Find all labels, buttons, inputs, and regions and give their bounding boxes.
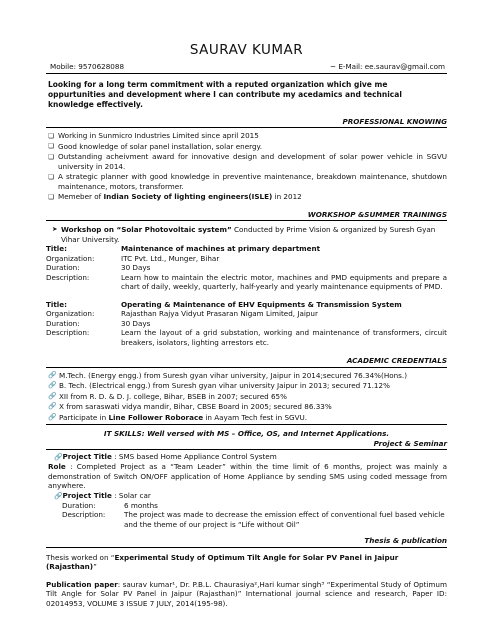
professional-heading: PROFESSIONAL KNOWING <box>46 117 447 129</box>
career-objective: Looking for a long term commitment with a reputed organization which give me oppurtunities and development where I can contribute my acedamics and technical knowledge effectively. <box>48 79 402 109</box>
list-item: 🔗 B. Tech. (Electrical engg.) from Suresh gyan vihar university Jaipur in 2013; secured 71.12% <box>48 381 390 391</box>
workshop-heading: WORKSHOP &SUMMER TRAININGS <box>46 210 447 222</box>
publication-paper: Publication paper: saurav kumar¹, Dr. P.B.L. Chaurasiya²,Hari kumar singh³ “Experimental Study of Optimum Tilt Angle for Solar PV Panel in Jaipur (Rajasthan)” International journal science and research, Paper ID: 02014953, VOLUME 3 ISSUE 7 JULY, 2014(195-98). <box>46 579 447 608</box>
training-title: Operating & Maintenance of EHV Equipments & Transmission System <box>121 299 402 309</box>
academic-list <box>46 371 447 423</box>
project-role: Role : Completed Project as a “Team Leader” within the time limit of 6 months, project was mainly a demonstration of Switch ON/OFF application of Home Appliance by sending SMS using coded message from anywhere. <box>48 462 447 491</box>
list-item: ❏ Memeber of Indian Society of lighting engineers(ISLE) in 2012 <box>48 192 302 202</box>
training-title: Maintenance of machines at primary department <box>121 244 321 254</box>
list-item: 🔗 M.Tech. (Energy engg.) from Suresh gyan vihar university, Jaipur in 2014;secured 76.34%(Hons.) <box>48 370 408 380</box>
project-section: 🔗Project Title : SMS based Home Appliance Control System Role : Completed Project as a “Team Leader” within the time limit of 6 months, project was mainly a demonstration of Switch ON/OFF application of Home Appliance by sending SMS using coded message from anywhere. 🔗Project Title : Solar car Duration: 6 months Description: The project was made to decrease the emission effect of conventional fuel based vehicle and the theme of our project is “Life without Oil” <box>48 452 447 529</box>
thesis-heading: Thesis & publication <box>46 536 447 548</box>
list-item: ❏ A strategic planner with good knowledge in preventive maintenance, breakdown maintenance, shutdown maintenance, motors, transformer. <box>48 172 447 191</box>
contact-line <box>46 62 447 74</box>
link-bullet-icon: 🔗 <box>48 402 57 411</box>
link-bullet-icon: 🔗 <box>48 412 57 421</box>
link-bullet-icon: 🔗 <box>54 491 63 500</box>
divider <box>46 424 447 425</box>
thesis-worked: Thesis worked on “Experimental Study of Optimum Tilt Angle for Solar PV Panel in Jaipur (Rajasthan)” <box>46 552 399 572</box>
list-item: ❏ Good knowledge of solar panel installation, solar energy. <box>48 141 263 151</box>
project-heading: Project & Seminar <box>46 439 447 451</box>
list-item: ❏ Outstanding acheivment award for innovative design and development of solar power vehicle in SGVU university in 2014. <box>48 152 447 171</box>
checkbox-bullet-icon: ❏ <box>48 192 54 201</box>
it-skills: IT SKILLS: Well versed with MS – Office, OS, and Internet Applications. <box>103 429 390 439</box>
checkbox-bullet-icon: ❏ <box>48 142 54 151</box>
list-item: ❏ Working in Sunmicro Industries Limited since april 2015 <box>48 131 259 141</box>
checkbox-bullet-icon: ❏ <box>48 131 54 140</box>
list-item: 🔗 Participate in Line Follower Roborace in Aayam Tech fest in SGVU. <box>48 412 308 422</box>
email-address[interactable]: ~ E-Mail: ee.saurav@gmail.com <box>330 62 445 71</box>
link-bullet-icon: 🔗 <box>54 453 63 462</box>
training-entry: Title: Operating & Maintenance of EHV Equipments & Transmission System Organization: Rajasthan Rajya Vidyut Prasaran Nigam Limited, Jaipur Duration: 30 Days Description: Learn the layout of a grid substation, working and maintenance of transformers, circuit breakers, isolators, lighting arrestors etc. <box>46 299 447 347</box>
mobile-number: Mobile: 9570628088 <box>50 62 125 71</box>
project-title-line: 🔗Project Title : Solar car <box>54 490 151 500</box>
academic-heading: ACADEMIC CREDENTIALS <box>46 356 447 368</box>
link-bullet-icon: 🔗 <box>48 370 57 379</box>
checkbox-bullet-icon: ❏ <box>48 172 54 181</box>
arrow-bullet-icon: ➤ <box>52 225 58 234</box>
professional-list <box>46 131 447 202</box>
list-item: 🔗 X from saraswati vidya mandir, Bihar, CBSE Board in 2005; secured 86.33% <box>48 402 332 412</box>
candidate-name: SAURAV KUMAR <box>189 42 304 58</box>
training-entry: Title: Maintenance of machines at primary department Organization: ITC Pvt. Ltd., Munger, Bihar Duration: 30 Days Description: Learn how to maintain the electric motor, machines and PMD equipments and prepare a chart of daily, weekly, quarterly, half-yearly and yearly maintenance equipments of PMD. <box>46 244 447 292</box>
project-title-line: 🔗Project Title : SMS based Home Appliance Control System <box>54 452 277 462</box>
link-bullet-icon: 🔗 <box>48 391 57 400</box>
checkbox-bullet-icon: ❏ <box>48 152 54 161</box>
workshop-intro: ➤ Workshop on “Solar Photovoltaic system” Conducted by Prime Vision & organized by Suresh Gyan Vihar University. <box>52 225 436 244</box>
list-item: 🔗 XII from R. D. & D. J. college, Bihar, BSEB in 2007; secured 65% <box>48 391 287 401</box>
link-bullet-icon: 🔗 <box>48 381 57 390</box>
